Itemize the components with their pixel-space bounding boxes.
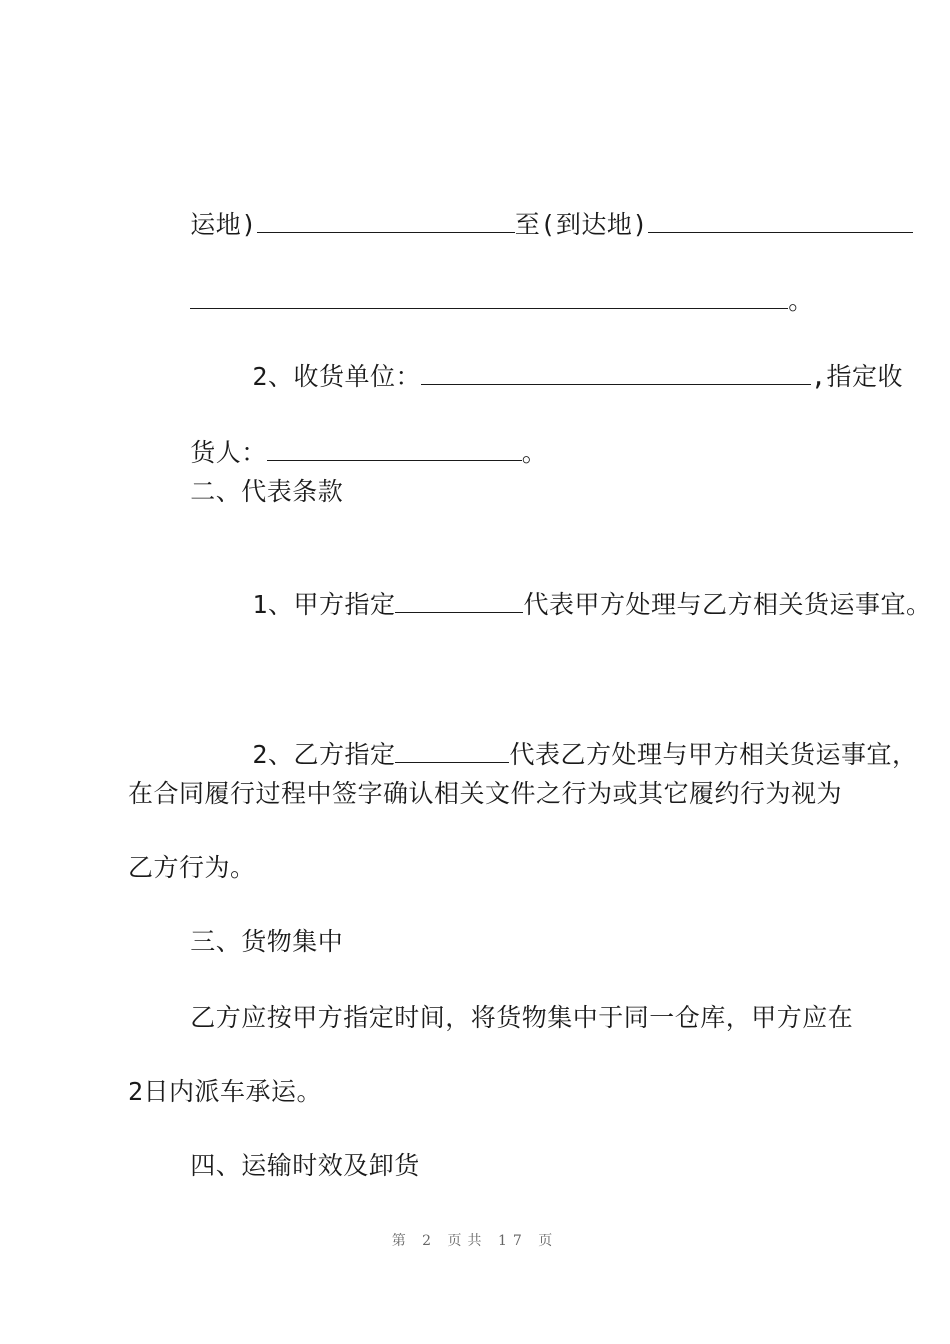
section-heading: 二、代表条款 (128, 477, 344, 506)
blank-field (267, 434, 522, 461)
text-line: 乙方行为。 (128, 853, 256, 882)
text-segment: 。 (521, 438, 548, 467)
blank-field (648, 206, 913, 233)
section-heading: 三、货物集中 (128, 927, 344, 956)
text-line (128, 550, 932, 619)
page-footer: 第 2 页共 17 页 (391, 1233, 559, 1249)
text-segment: 1、甲方指定 (190, 590, 396, 619)
text-line: 乙方应按甲方指定时间，将货物集中于同一仓库，甲方应在 (128, 1003, 854, 1032)
text-line (128, 170, 848, 239)
text-line: 在合同履行过程中签字确认相关文件之行为或其它履约行为视为 (128, 779, 843, 808)
text-segment: 运地) (190, 210, 257, 239)
blank-field (395, 736, 509, 763)
text-line (128, 700, 918, 769)
text-segment: ,指定收 (810, 362, 904, 391)
blank-field (257, 206, 515, 233)
text-segment: 至(到达地) (514, 210, 648, 239)
text-segment: 代表甲方处理与乙方相关货运事宜。 (523, 590, 932, 619)
text-segment: 货人： (190, 438, 267, 467)
section-heading: 四、运输时效及卸货 (128, 1151, 420, 1180)
text-segment: 代表乙方处理与甲方相关货运事宜， (509, 740, 918, 769)
blank-field (395, 586, 523, 613)
text-segment: 。 (788, 286, 814, 315)
text-segment: 2、乙方指定 (190, 740, 396, 769)
blank-field (190, 282, 788, 309)
text-line: 2日内派车承运。 (128, 1077, 323, 1106)
text-line (128, 246, 848, 315)
blank-field (421, 358, 811, 385)
text-line (128, 322, 904, 391)
text-segment: 2、收货单位： (190, 362, 421, 391)
text-line (128, 398, 848, 467)
